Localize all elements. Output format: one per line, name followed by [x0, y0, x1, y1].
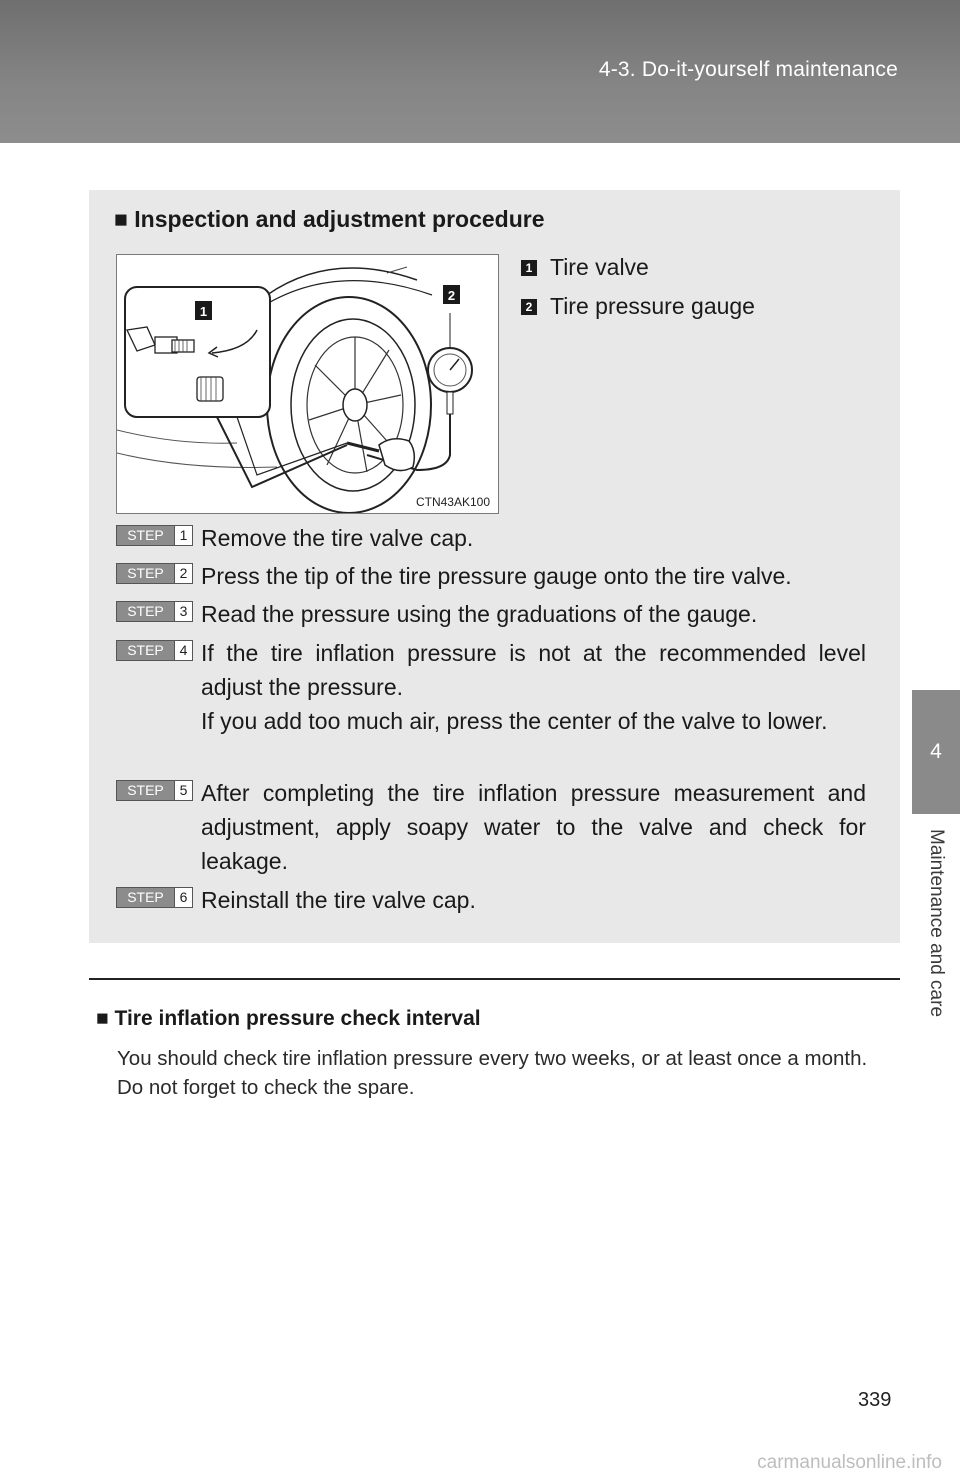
chapter-number: 4	[912, 690, 960, 814]
step-word: STEP	[117, 888, 174, 907]
step-line: Reinstall the tire valve cap.	[201, 887, 476, 913]
step-text	[201, 776, 866, 878]
page-number: 339	[858, 1389, 892, 1411]
step-text	[201, 636, 866, 738]
step-number: 2	[174, 564, 192, 583]
step-line: After completing the tire inflation pressure measurement and adjustment, apply soapy water to the valve and check for leakage.	[201, 780, 866, 874]
tire-illustration	[116, 254, 499, 514]
figure-legend	[521, 248, 755, 326]
step-badge	[116, 525, 193, 546]
step-word: STEP	[117, 781, 174, 800]
legend-number-box: 1	[521, 260, 537, 276]
step-number: 1	[174, 526, 192, 545]
step-badge	[116, 563, 193, 584]
procedure-panel	[89, 190, 900, 943]
step-number: 6	[174, 888, 192, 907]
step-word: STEP	[117, 602, 174, 621]
chapter-side-tab[interactable]	[912, 690, 960, 1370]
step-word: STEP	[117, 641, 174, 660]
divider	[89, 978, 900, 980]
step-number: 4	[174, 641, 192, 660]
step-badge	[116, 640, 193, 661]
chapter-label	[912, 814, 960, 1032]
legend-number-box: 2	[521, 299, 537, 315]
figure-code: CTN43AK100	[415, 495, 490, 509]
step-text	[201, 559, 866, 593]
step-number: 5	[174, 781, 192, 800]
step-line: If you add too much air, press the center of the valve to lower.	[201, 708, 828, 734]
step-line: Press the tip of the tire pressure gauge onto the tire valve.	[201, 563, 792, 589]
step-badge	[116, 601, 193, 622]
callout-2: 2	[447, 288, 456, 303]
section-title: ■ Inspection and adjustment procedure	[114, 206, 545, 232]
legend-label: Tire valve	[550, 254, 649, 280]
step-text	[201, 521, 866, 555]
note-body	[117, 1044, 889, 1102]
step-word: STEP	[117, 564, 174, 583]
chapter-label-text: Maintenance and care	[926, 828, 948, 1018]
step-word: STEP	[117, 526, 174, 545]
step-line: If the tire inflation pressure is not at the recommended level adjust the pressure.	[201, 640, 866, 700]
callout-1: 1	[199, 304, 208, 319]
legend-item	[521, 248, 755, 287]
tire-gauge-drawing	[117, 255, 498, 513]
note-title: ■ Tire inflation pressure check interval	[96, 1007, 481, 1030]
step-badge	[116, 887, 193, 908]
step-text	[201, 883, 866, 917]
chapter-heading: 4-3. Do-it-yourself maintenance	[598, 58, 898, 81]
step-number: 3	[174, 602, 192, 621]
page-header	[0, 0, 960, 143]
legend-label: Tire pressure gauge	[550, 293, 755, 319]
step-line: Read the pressure using the graduations of the gauge.	[201, 601, 758, 627]
step-line: Remove the tire valve cap.	[201, 525, 474, 551]
legend-item	[521, 287, 755, 326]
note-line: Do not forget to check the spare.	[117, 1076, 415, 1099]
step-badge	[116, 780, 193, 801]
watermark[interactable]: carmanualsonline.info	[757, 1452, 942, 1473]
note-line: You should check tire inflation pressure every two weeks, or at least once a month.	[117, 1047, 868, 1070]
step-text	[201, 597, 866, 631]
